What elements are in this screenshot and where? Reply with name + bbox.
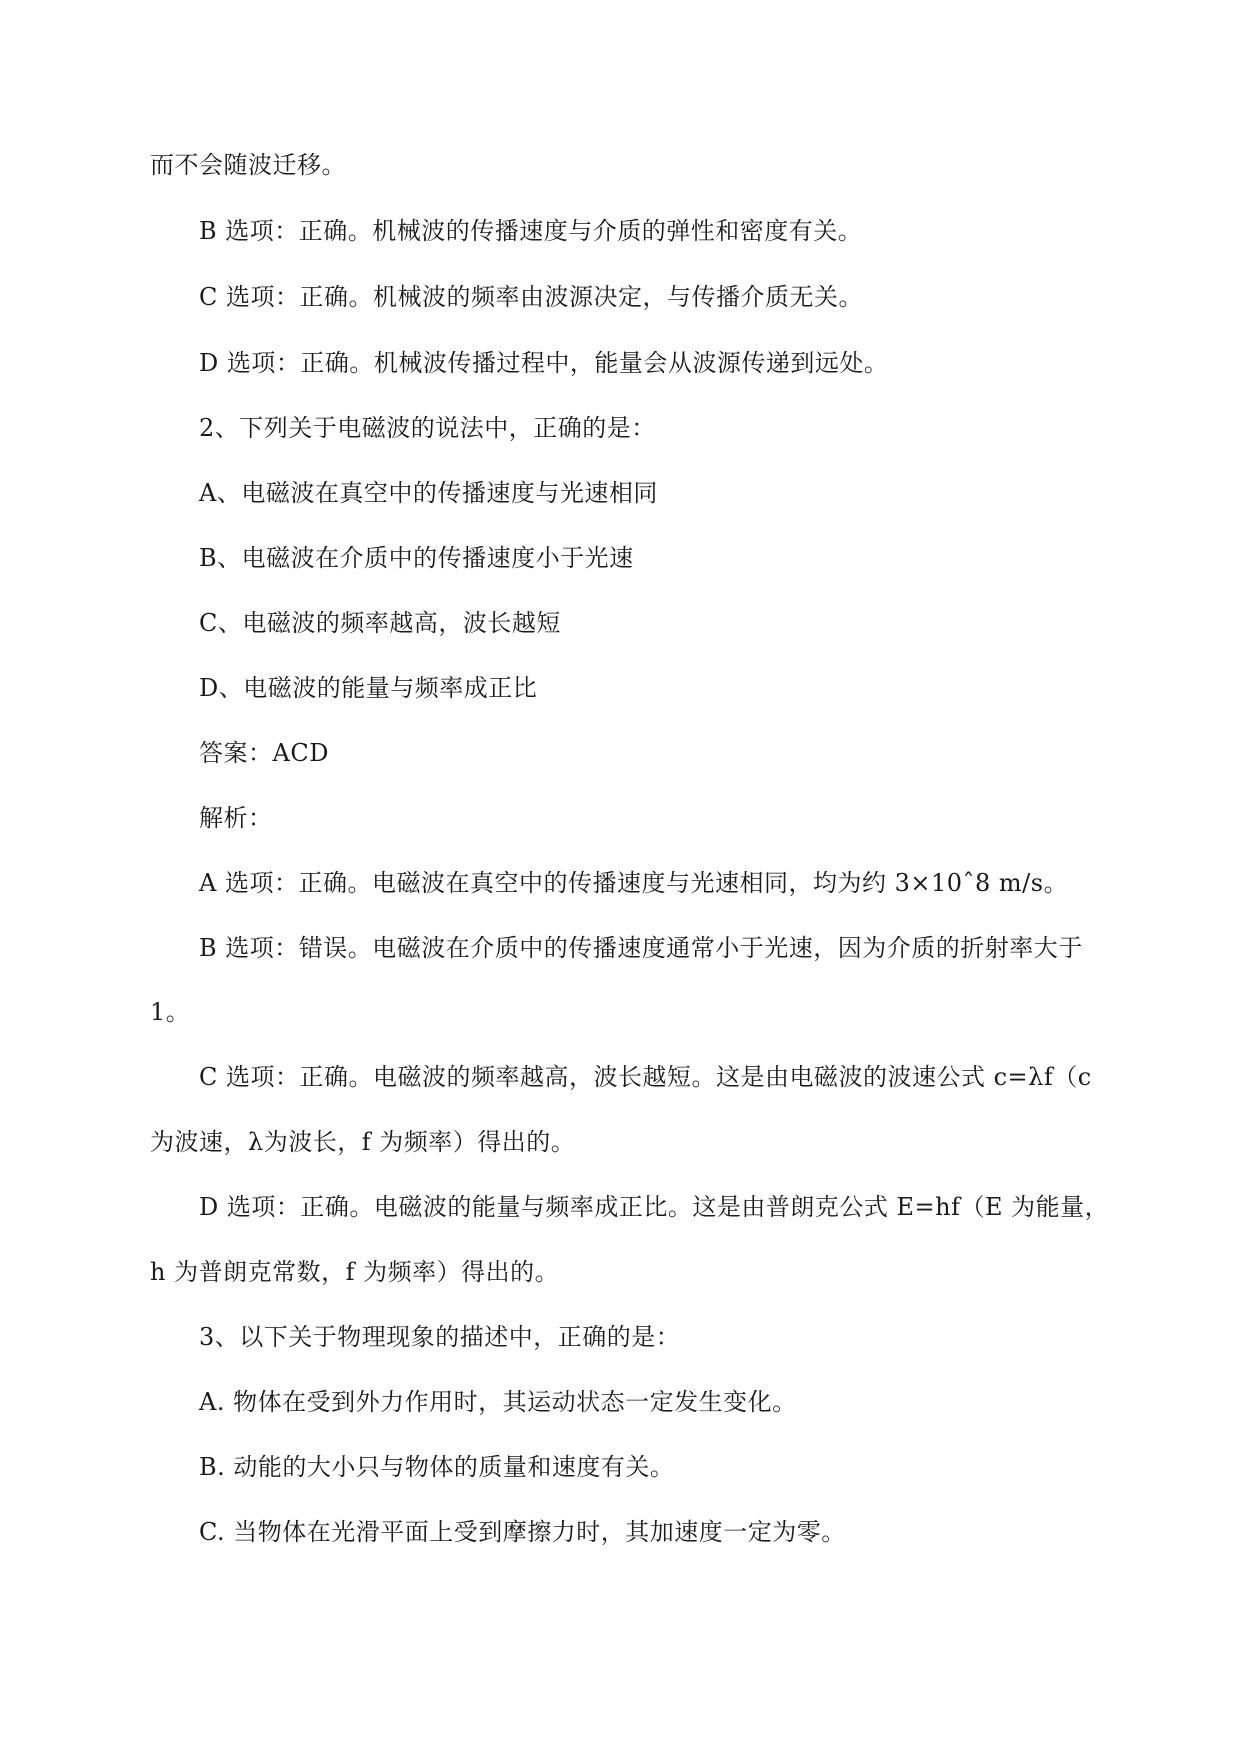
question-heading: 3、以下关于物理现象的描述中，正确的是： (199, 1323, 681, 1351)
text-line: 为波速，λ为波长，f 为频率）得出的。 (150, 1128, 576, 1156)
text-line: C 选项：正确。电磁波的频率越高，波长越短。这是由电磁波的波速公式 c=λf（c (199, 1063, 1092, 1091)
text-line: h 为普朗克常数，f 为频率）得出的。 (150, 1258, 560, 1286)
option-c: C. 当物体在光滑平面上受到摩擦力时，其加速度一定为零。 (199, 1518, 846, 1546)
option-c: C、电磁波的频率越高，波长越短 (199, 609, 561, 637)
option-d: D、电磁波的能量与频率成正比 (199, 674, 538, 702)
text-line: 而不会随波迁移。 (150, 151, 346, 179)
text-line: B 选项：错误。电磁波在介质中的传播速度通常小于光速，因为介质的折射率大于 (199, 934, 1083, 962)
question-heading: 2、下列关于电磁波的说法中，正确的是： (199, 414, 656, 442)
analysis-heading: 解析： (199, 804, 273, 832)
option-b: B、电磁波在介质中的传播速度小于光速 (199, 544, 634, 572)
text-line: C 选项：正确。机械波的频率由波源决定，与传播介质无关。 (199, 283, 863, 311)
text-line: D 选项：正确。电磁波的能量与频率成正比。这是由普朗克公式 E=hf（E 为能量， (199, 1193, 1110, 1221)
answer-line: 答案：ACD (199, 739, 329, 767)
option-a: A. 物体在受到外力作用时，其运动状态一定发生变化。 (199, 1388, 797, 1416)
option-a: A、电磁波在真空中的传播速度与光速相同 (199, 479, 658, 507)
text-line: D 选项：正确。机械波传播过程中，能量会从波源传递到远处。 (199, 349, 889, 377)
text-line: A 选项：正确。电磁波在真空中的传播速度与光速相同，均为约 3×10ˆ8 m/s。 (199, 869, 1069, 897)
text-line: B 选项：正确。机械波的传播速度与介质的弹性和密度有关。 (199, 217, 863, 245)
text-line: 1。 (150, 998, 191, 1026)
option-b: B. 动能的大小只与物体的质量和速度有关。 (199, 1453, 675, 1481)
